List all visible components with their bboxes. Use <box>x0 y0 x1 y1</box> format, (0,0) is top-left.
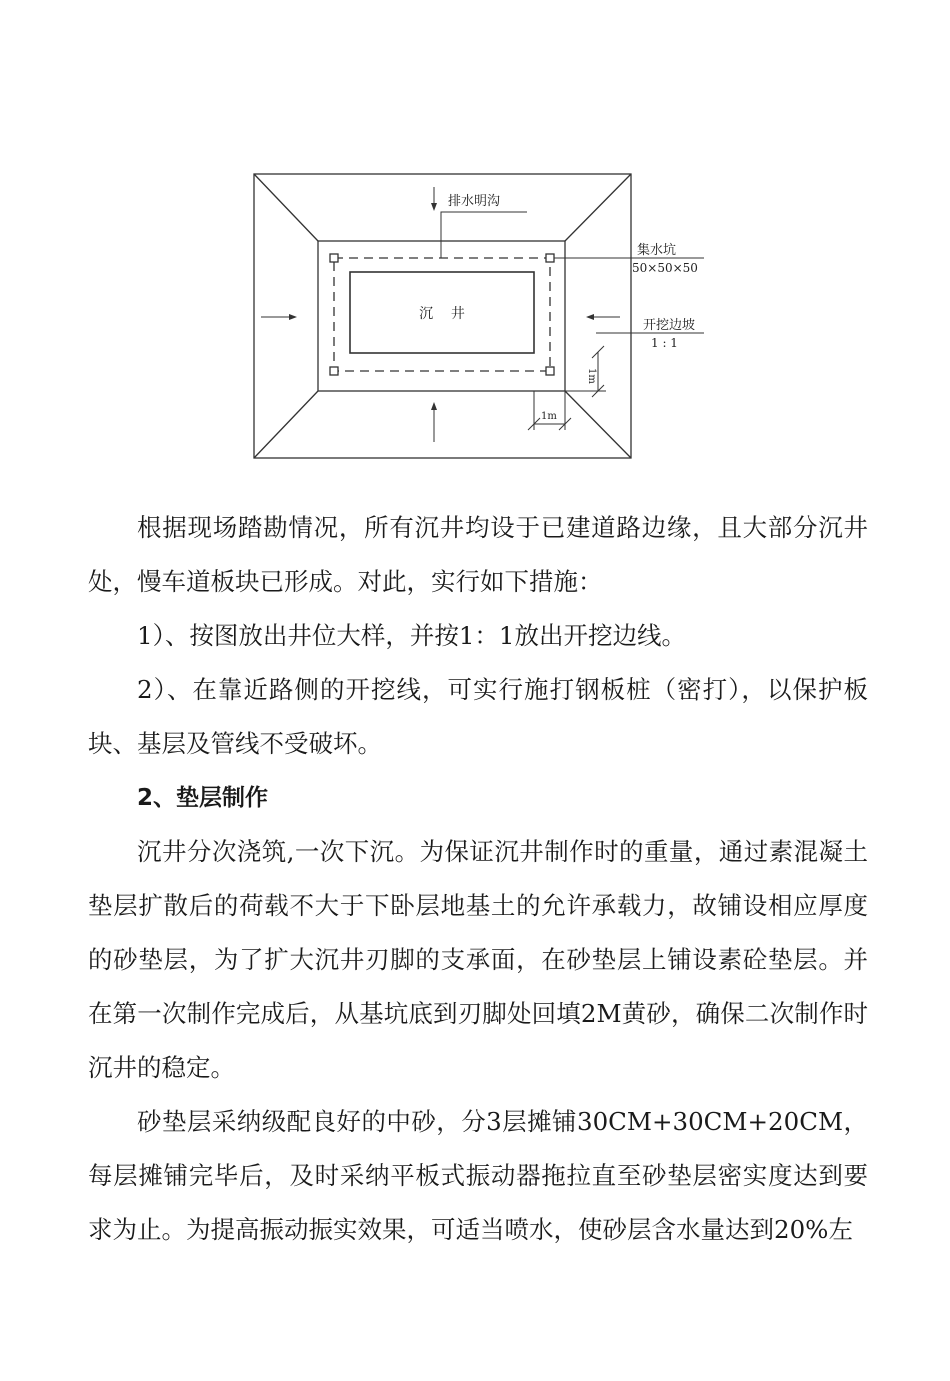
slope-ratio-label: 1 : 1 <box>651 336 678 350</box>
sump-pit <box>546 367 554 375</box>
slope-corner-line <box>565 174 631 241</box>
dimension-horizontal-label: 1m <box>541 411 557 422</box>
slope-corner-line <box>254 174 318 241</box>
paragraph-cushion-construction: 沉井分次浇筑,一次下沉。为保证沉井制作时的重量，通过素混凝土垫层扩散后的荷载不大于下卧层地基土的允许承载力，故铺设相应厚度的砂垫层，为了扩大沉井刃脚的支承面，在砂垫层上铺设素砼垫层。并在第一次制作完成后，从基坑底到刃脚处回填2M黄砂，确保二次制作时沉井的稳定。 <box>88 837 868 1082</box>
sump-pit <box>546 254 554 262</box>
slope-label: 开挖边坡 <box>643 318 696 333</box>
document-body <box>88 501 868 1257</box>
dimension-vertical-label: 1m <box>586 368 597 384</box>
sump-pit <box>330 367 338 375</box>
sump-size-label: 50×50×50 <box>632 261 698 275</box>
slope-corner-line <box>565 391 631 458</box>
sump-label: 集水坑 <box>637 243 677 258</box>
paragraph-sand-cushion: 砂垫层采纳级配良好的中砂，分3层摊铺30CM+30CM+20CM，每层摊铺完毕后，及时采纳平板式振动器拖拉直至砂垫层密实度达到要求为止。为提高振动振实效果，可适当喷水，使砂层含水量达到20%左 <box>88 1107 868 1244</box>
paragraph-measure-2: 2）、在靠近路侧的开挖线，可实行施打钢板桩（密打），以保护板块、基层及管线不受破坏。 <box>88 675 868 758</box>
section-heading-cushion: 2、垫层制作 <box>137 785 269 811</box>
excavation-plan-drawing <box>0 0 950 480</box>
drain-ditch-label: 排水明沟 <box>448 194 501 209</box>
drain-ditch-leader <box>441 212 527 258</box>
caisson-label: 沉 井 <box>419 306 465 322</box>
slope-corner-line <box>254 391 318 458</box>
paragraph-measure-1: 1）、按图放出井位大样，并按1：1放出开挖边线。 <box>137 621 687 650</box>
paragraph-site-survey: 根据现场踏勘情况，所有沉井均设于已建道路边缘，且大部分沉井处，慢车道板块已形成。对此，实行如下措施： <box>88 513 868 596</box>
excavation-plan-figure <box>0 0 950 480</box>
sump-pit <box>330 254 338 262</box>
